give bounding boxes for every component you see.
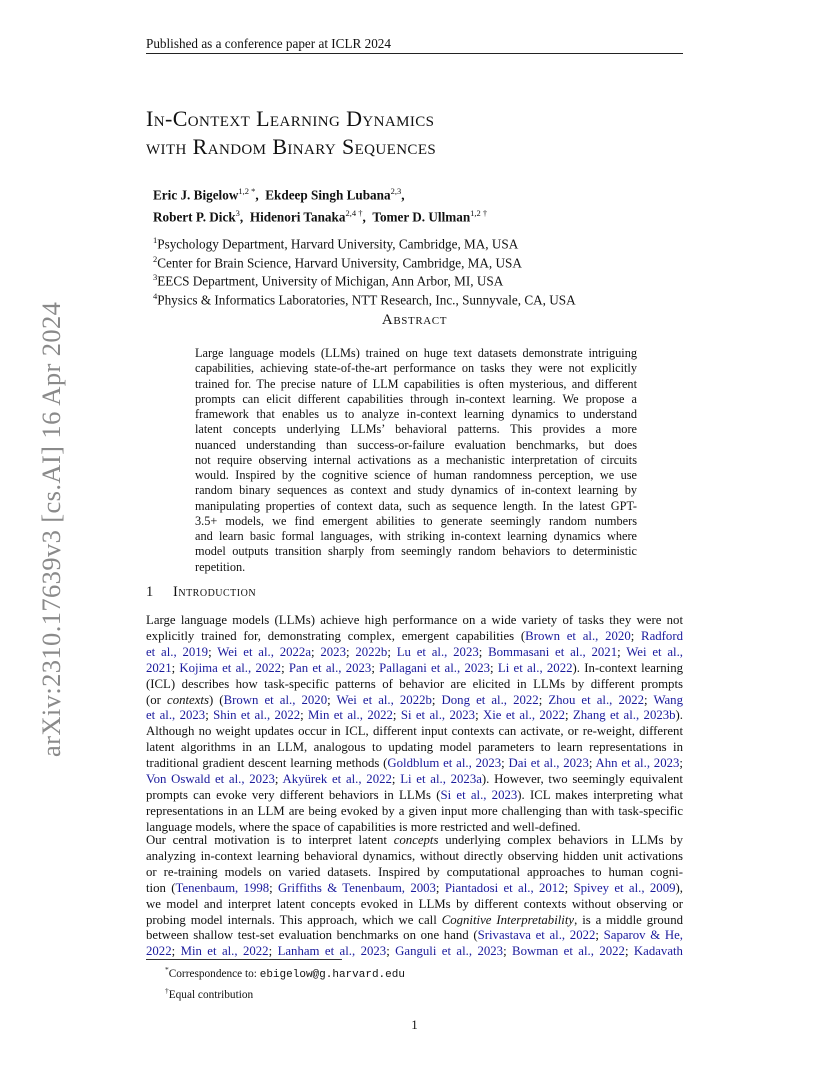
abstract-line: latent concepts underlying LLMs’ behavioral patterns. This provides a more [195, 422, 637, 437]
paragraph-line [146, 804, 683, 820]
affiliation-mark: 1 [153, 235, 158, 245]
page-number: 1 [411, 1017, 418, 1032]
footnote-equal-contribution [165, 983, 665, 1003]
citation-link[interactable]: 2021 [146, 660, 172, 675]
citation-link[interactable]: Brown et al., 2020 [525, 628, 631, 643]
correspondence-email[interactable]: ebigelow@g.harvard.edu [259, 968, 405, 981]
abstract-line: would. Inspired by the cognitive science of human randomness perception, we use [195, 468, 637, 482]
emphasis-text: concepts [393, 833, 439, 847]
footnote-rule [146, 959, 342, 960]
abstract-line: and learn basic formal languages, with striking in-context learning dynamics where [195, 529, 637, 543]
paragraph-line [146, 913, 683, 929]
abstract-line: manipulating properties of context data, such as sequence length. In the latest GPT- [195, 498, 637, 513]
citation-link[interactable]: Si et al., 2023 [440, 787, 518, 802]
title-segment: n [153, 106, 165, 131]
text-run: prompts can evoke very different behaviors in LLMs ( [146, 787, 441, 802]
paragraph-line [146, 756, 683, 772]
text-run: ; [392, 708, 401, 723]
text-run: ; [311, 644, 321, 659]
citation-link[interactable]: Min et al., 2022 [308, 708, 393, 723]
citation-link[interactable]: 2023 [320, 644, 346, 659]
title-segment: ynamics [362, 106, 435, 131]
text-run: ; [478, 644, 489, 659]
author-line-2: Robert P. Dick$^3$, Hidenori Tanaka$^{2,4 \dagger}$, Tomer D. Ullman$^{1,2 \dagger}$ [153, 208, 488, 225]
text-run: ; [595, 928, 604, 943]
abstract-heading: Abstract [381, 312, 448, 328]
title-segment: andom [207, 134, 273, 159]
citation-link[interactable]: Min et al., 2022 [180, 944, 269, 959]
citation-link[interactable]: Von Oswald et al., 2023 [146, 772, 275, 787]
citation-link[interactable]: Ahn et al., 2023 [595, 756, 680, 771]
citation-link[interactable]: et al., 2023 [146, 708, 206, 723]
affiliation-line [153, 270, 693, 289]
text-run: ; [205, 708, 214, 723]
citation-link[interactable]: Griffiths & Tenenbaum, 2003 [278, 880, 436, 895]
text-run: ; [501, 756, 509, 771]
intro-paragraph-1 [146, 613, 683, 836]
paragraph-line [146, 833, 683, 849]
affiliation-line [153, 289, 693, 308]
affiliation-line [153, 252, 693, 271]
citation-link[interactable]: Wei et al., 2022b [336, 692, 432, 707]
title-segment: R [192, 134, 208, 159]
text-run: ; [171, 944, 181, 959]
citation-link[interactable]: Tenenbaum, 1998 [175, 880, 270, 895]
citation-link[interactable]: Srivastava et al., 2022 [477, 928, 596, 943]
citation-link[interactable]: Bommasani et al., 2021 [488, 644, 618, 659]
title-line-1 [146, 105, 706, 133]
paragraph-line [146, 740, 683, 756]
text-run: ). However, two seemingly equivalent [481, 772, 683, 787]
text-run: ; [281, 660, 289, 675]
text-run: we model and interpret latent concepts evoked in LLMs by different contexts without observing or [146, 896, 683, 911]
title-segment: earning [269, 106, 347, 131]
text-run: between shallow test-set evaluation benchmarks on one hand ( [146, 928, 478, 943]
abstract-line: framework that enables us to analyze in-context learning dynamics to understand [195, 407, 637, 421]
text-run: Large language models (LLMs) achieve high performance on a wide variety of tasks they were not [146, 613, 683, 627]
affiliation-text: Physics & Informatics Laboratories, NTT Research, Inc., Sunnyvale, CA, USA [157, 292, 576, 308]
section-heading [146, 584, 683, 600]
citation-link[interactable]: Pan et al., 2023 [288, 660, 372, 675]
title-segment: I [146, 106, 154, 131]
affiliation-text: Psychology Department, Harvard University, Cambridge, MA, USA [157, 236, 519, 252]
title-segment: D [346, 106, 363, 131]
citation-link[interactable]: Ganguli et al., 2023 [395, 944, 504, 959]
abstract-line: Large language models (LLMs) trained on huge text datasets demonstrate intriguing [195, 346, 637, 360]
title-segment: L [256, 106, 270, 131]
text-run: explicitly trained for, demonstrating complex, emergent capabilities ( [146, 628, 526, 643]
paragraph-line [146, 849, 683, 865]
paragraph-line [146, 645, 683, 661]
text-run: language models, where the space of capabilities is more restricted and well-defined. [146, 819, 581, 834]
text-run: ; [503, 944, 513, 959]
citation-link[interactable]: Dai et al., 2023 [508, 756, 589, 771]
author-name: Hidenori Tanaka [249, 209, 346, 225]
text-run: ; [386, 944, 396, 959]
affiliation-line [153, 233, 693, 252]
citation-link[interactable]: Saparov & He, [603, 928, 683, 943]
paragraph-line [146, 897, 683, 913]
footnote-label: Equal contribution [168, 988, 254, 1001]
citation-link[interactable]: Si et al., 2023 [400, 708, 476, 723]
text-run: ; [538, 692, 549, 707]
paragraph-line [146, 944, 683, 960]
citation-link[interactable]: Zhou et al., 2022 [548, 692, 645, 707]
text-run: or re-training models on varied datasets. Inspired by computational approaches to human cogni- [146, 864, 683, 879]
abstract-body [195, 346, 637, 575]
section-title-rest: ntroduction [178, 584, 257, 600]
text-run: ; [644, 692, 654, 707]
affiliation-text: EECS Department, University of Michigan, Ann Arbor, MI, USA [157, 273, 504, 289]
citation-link[interactable]: Kadavath [633, 944, 683, 959]
author-affiliation-mark: 1,2 † [470, 208, 488, 219]
text-run: latent algorithms in an LLM, analogous to updating model parameters to learn representations in [146, 740, 683, 755]
citation-link[interactable]: Spivey et al., 2009 [573, 880, 676, 895]
author-name: Tomer D. Ullman [372, 209, 471, 225]
title-segment: with [146, 134, 193, 159]
text-run: representations in an LLM are being evoked by a given input more challenging than with task-specific [146, 803, 683, 818]
citation-link[interactable]: Akyürek et al., 2022 [282, 772, 392, 787]
text-run: ; [268, 944, 278, 959]
text-run: ; [274, 772, 283, 787]
author-affiliation-mark: 2,3 [390, 186, 402, 196]
citation-link[interactable]: Goldblum et al., 2023 [387, 756, 502, 771]
text-run: ; [617, 644, 627, 659]
emphasis-text: contexts [167, 692, 209, 707]
footnotes [165, 962, 665, 1003]
paragraph-line [146, 708, 683, 724]
abstract-line: not require observing internal activations as a mechanistic interpretation of circuits [195, 452, 637, 467]
title-segment: B [272, 134, 288, 159]
abstract-line: random binary sequences as context and study dynamics of in-context learning by [195, 483, 637, 498]
footnote-label: Correspondence to: [168, 967, 260, 980]
title-line-2 [146, 133, 706, 161]
title-segment: ontext [187, 106, 257, 131]
citation-link[interactable]: Lanham et al., 2023 [277, 944, 387, 959]
footnote-correspondence [165, 962, 665, 983]
abstract-line: nuanced understanding than success-or-failure evaluation benchmarks, but does [195, 437, 637, 452]
author-affiliation-mark: 1,2 * [238, 186, 256, 196]
text-run: ; [269, 880, 279, 895]
affiliation-mark: 4 [153, 291, 158, 302]
affiliation-list [153, 233, 693, 308]
author-affiliation-mark: 3 [235, 208, 240, 219]
author-name: Ekdeep Singh Lubana [265, 187, 391, 203]
author-list [153, 182, 693, 227]
text-run: Our central motivation is to interpret latent [146, 833, 394, 847]
text-run: analyzing in-context learning behavioral dynamics, without directly observing hidden unit activations [146, 848, 683, 863]
citation-link[interactable]: Shin et al., 2022 [213, 708, 301, 723]
text-run: ; [327, 692, 337, 707]
arxiv-stamp: arXiv:2310.17639v3 [cs.AI] 16 Apr 2024 [36, 301, 66, 757]
text-run: ; [371, 660, 380, 675]
intro-paragraph-2 [146, 833, 683, 960]
title-segment: equences [354, 134, 437, 159]
citation-link[interactable]: Kojima et al., 2022 [179, 660, 282, 675]
text-run: ). In-context learning [572, 660, 683, 675]
text-run: , is a middle ground [574, 912, 683, 927]
text-run: ; [171, 660, 180, 675]
citation-link[interactable]: et al., 2019 [146, 644, 209, 659]
text-run: tion ( [146, 880, 176, 895]
paragraph-line [146, 661, 683, 677]
paragraph-line [146, 788, 683, 804]
citation-link[interactable]: Pallagani et al., 2023 [379, 660, 491, 675]
affiliation-text: Center for Brain Science, Harvard University, Cambridge, MA, USA [157, 255, 522, 271]
text-run: ; [208, 644, 218, 659]
citation-link[interactable]: Brown et al., 2020 [223, 692, 328, 707]
text-run: Although no weight updates occur in ICL, different input contexts can activate, or re-weight, different [146, 724, 683, 739]
citation-link[interactable]: 2022b [355, 644, 388, 659]
abstract-line: prompts can elicit different capabilities through in-context learning. We propose a [195, 391, 637, 406]
text-run: ). ICL makes interpreting what [517, 787, 684, 802]
paper-title [146, 105, 706, 161]
text-run: traditional gradient descent learning methods ( [146, 756, 388, 771]
citation-link[interactable]: Li et al., 2022 [497, 660, 573, 675]
paragraph-line [146, 881, 683, 897]
citation-link[interactable]: Radford [641, 628, 683, 643]
paragraph-line [146, 928, 683, 944]
text-run: (or [146, 692, 168, 707]
paragraph-line [146, 629, 683, 645]
section-title-initial: I [173, 584, 179, 600]
text-run: ; [630, 628, 642, 643]
footnote-mark: * [165, 965, 169, 974]
paragraph-line [146, 677, 683, 693]
text-run: ; [387, 644, 397, 659]
abstract-line: model outputs transition sharply from seemingly random behaviors to deterministic [195, 544, 637, 559]
text-run: probing model internals. This approach, which we call [146, 912, 442, 927]
affiliation-mark: 2 [153, 253, 158, 264]
citation-link[interactable]: Zhang et al., 2023b [572, 708, 676, 723]
text-run: ; [564, 880, 574, 895]
text-run: underlying complex behaviors in LLMs by [438, 833, 683, 847]
title-segment: inary [287, 134, 342, 159]
author-affiliation-mark: 2,4 † [345, 208, 363, 219]
abstract-line: trained for. The precise nature of LLM capabilities is often mysterious, and different [195, 376, 637, 391]
citation-link[interactable]: Wang [653, 692, 683, 707]
citation-link[interactable]: Lu et al., 2023 [396, 644, 479, 659]
affiliation-mark: 3 [153, 272, 158, 283]
abstract-line: capabilities, achieving state-of-the-art performance on tasks they were not explicitly [195, 361, 637, 376]
text-run: ; [565, 708, 573, 723]
running-header: Published as a conference paper at ICLR 2024 [146, 36, 391, 51]
text-run: ; [475, 708, 483, 723]
paragraph-line [146, 724, 683, 740]
text-run: ; [679, 756, 683, 771]
text-run: ; [431, 692, 442, 707]
citation-link[interactable]: Wei et al., 2022a [217, 644, 312, 659]
title-segment: -C [164, 106, 188, 131]
text-run: ; [435, 880, 445, 895]
author-name: Eric J. Bigelow [153, 187, 239, 203]
citation-link[interactable]: 2022 [146, 944, 172, 959]
text-run: ; [345, 644, 356, 659]
text-run: ). [675, 708, 684, 723]
citation-link[interactable]: Li et al., 2023a [400, 772, 482, 787]
text-run: ), [675, 880, 683, 895]
text-run: ) ( [208, 692, 224, 707]
citation-link[interactable]: Bowman et al., 2022 [512, 944, 625, 959]
author-name: Robert P. Dick [153, 209, 236, 225]
citation-link[interactable]: Xie et al., 2022 [482, 708, 565, 723]
text-run: ; [588, 756, 596, 771]
paragraph-line [146, 613, 683, 629]
title-segment: S [341, 134, 355, 159]
author-line-1: Eric J. Bigelow$^{1,2 *}$, Ekdeep Singh Lubana$^{2,3}$, [153, 186, 412, 203]
footnote-mark: † [165, 986, 169, 996]
abstract-line: repetition. [195, 559, 246, 574]
paragraph-line [146, 693, 683, 709]
citation-link[interactable]: Piantadosi et al., 2012 [444, 880, 565, 895]
header-rule [146, 53, 683, 54]
emphasis-text: Cognitive Interpretability [441, 912, 575, 927]
abstract-line: 3.5+ models, we find emergent abilities to generate seemingly random numbers [195, 513, 637, 528]
citation-link[interactable]: Wei et al., [626, 644, 683, 659]
section-number: 1 [146, 584, 154, 600]
text-run: ; [624, 944, 634, 959]
paragraph-line [146, 865, 683, 881]
text-run: ; [490, 660, 498, 675]
citation-link[interactable]: Dong et al., 2022 [441, 692, 539, 707]
paragraph-line [146, 772, 683, 788]
text-run: (ICL) describes how task-specific patterns of behavior are elicited in LLMs by different prompts [146, 676, 683, 691]
text-run: ; [391, 772, 401, 787]
text-run: ; [300, 708, 309, 723]
